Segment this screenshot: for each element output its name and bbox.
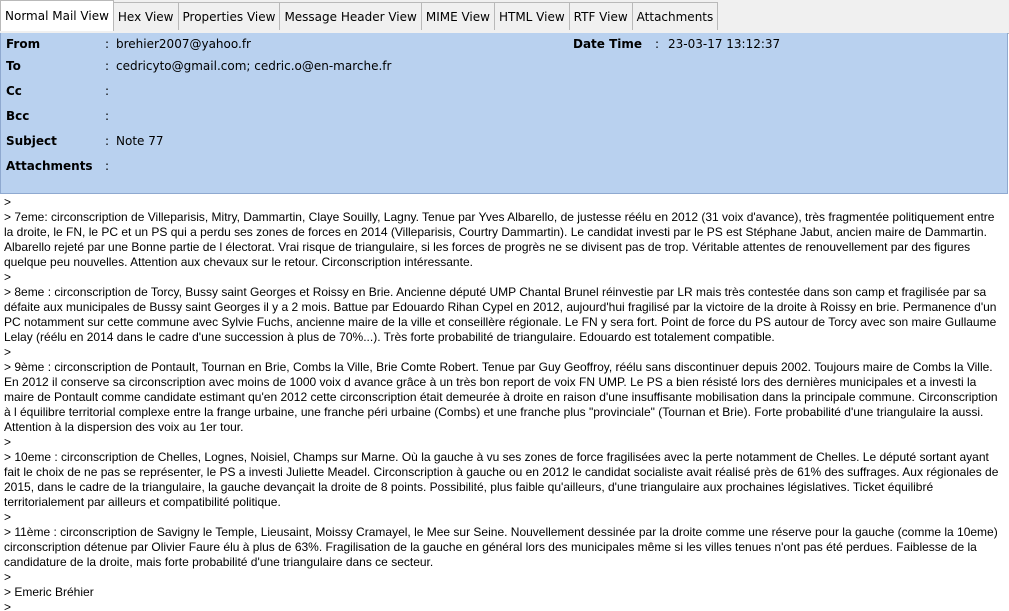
body-line: >: [4, 600, 12, 611]
tabs-container: [0, 0, 1009, 33]
tab-attachments[interactable]: Attachments: [632, 2, 719, 30]
body-line: > 7eme: circonscription de Villeparisis, Mitry, Dammartin, Claye Souilly, Lagny. Tenue par Yves Albarello, de justesse réélu en 2012 (31 voix d'avance), très fragmentée politiquement entre la droite, le FN, le PC et un PS qui a perdu ses zones de forces en 2014 (Villeparisis, Courtry Dammartin). Le candidat investi par le PS est Stéphane Jabut, ancien maire de Dammartin. Albarello rejeté par une Bonne partie de l électorat. Vrai risque de triangulaire, si les forces de progrès ne se divisent pas de trop. Véritable attentes de renouvellement par des figures quelque peu nouvelles. Attention aux chevaux sur le retour. Circonscription intéressante.: [4, 210, 998, 269]
bcc-label: Bcc: [6, 109, 30, 123]
tab-rtf-view[interactable]: RTF View: [569, 2, 633, 30]
datetime-value[interactable]: 23-03-17 13:12:37: [668, 37, 781, 51]
body-line: > 10eme : circonscription de Chelles, Lognes, Noisiel, Champs sur Marne. Où la gauche à vu ses zones de force fragilisées avec la perte notamment de Chelles. Le député sortant ayant fait le choix de ne pas se représenter, le PS a investi Juliette Meadel. Circonscription à gauche ou en 2012 le candidat socialiste avait réalisé près de 61% des suffrages. Aux régionales de 2015, dans le cadre de la triangulaire, la gauche devançait la droite de 8 points. Possibilité, plus faible qu'ailleurs, d'une triangulaire aux prochaines législatives. Ticket équilibré territorialement par ailleurs et compatibilité politique.: [4, 450, 1002, 509]
cc-label: Cc: [6, 84, 22, 98]
body-line: > 11ème : circonscription de Savigny le Temple, Lieusaint, Moissy Cramayel, le Mee sur Seine. Nouvellement dessinée par la droite comme une réserve pour la gauche (comme la 10eme) circonscription détenue par Olivier Faure élu à plus de 63%. Fragilisation de la gauche en général lors des municipales même si les villes tenues n'ont pas été perdues. Faiblesse de la candidature de la droite, mais forte probabilité d'une triangulaire dans ce secteur.: [4, 525, 1002, 569]
tab-hex-view[interactable]: Hex View: [113, 2, 179, 30]
to-label: To: [6, 59, 21, 73]
body-line: >: [4, 570, 12, 584]
tab-mime-view[interactable]: MIME View: [421, 2, 495, 30]
body-line: >: [4, 270, 12, 284]
body-line: > 8eme : circonscription de Torcy, Bussy saint Georges et Roissy en Brie. Ancienne député UMP Chantal Brunel réinvestie par LR mais très contestée dans son camp et fragilisée par sa défaite aux municipales de Bussy saint Georges il y a 2 mois. Battue par Edouardo Rihan Cypel en 2012, aujourd'hui fragilisé par la victoire de la droite à Roissy en brie. Permanence d'un PC notamment sur cette commune avec Sylvie Fuchs, ancienne maire de la ville et conseillère régionale. Le FN y sera fort. Point de force du PS autour de Torcy avec son maire Gullaume Lelay (réélu en 2014 dans le cadre d'une succession à plus de 70%...). Très forte probabilité de triangulaire. Edouardo est totalement compatible.: [4, 285, 1000, 344]
body-line: >: [4, 510, 12, 524]
attachments-row: [1, 157, 1007, 175]
bcc-colon: :: [105, 109, 110, 123]
to-colon: :: [105, 59, 110, 73]
datetime-label: Date Time: [573, 37, 643, 51]
from-label: From: [6, 37, 41, 51]
body-line: > Emeric Bréhier: [4, 585, 94, 599]
cc-colon: :: [105, 84, 110, 98]
attachments-label: Attachments: [6, 159, 93, 173]
message-body[interactable]: [4, 195, 1004, 611]
body-line: >: [4, 195, 12, 209]
from-value[interactable]: brehier2007@yahoo.fr: [116, 37, 251, 51]
body-line: > 9ème : circonscription de Pontault, Tournan en Brie, Combs la Ville, Brie Comte Robert. Tenue par Guy Geoffroy, réélu sans discontinuer depuis 2002. Toujours maire de Combs la Ville. En 2012 il conserve sa circonscription avec moins de 1000 voix d avance grâce à un très bon report de voix FN UMP. Le PS a bien résisté lors des dernières municipales et a investi la maire de Pontault comme candidate estimant qu'en 2012 cette circonscription était demeurée à droite en raison d'une insuffisante mobilisation dans la principale commune. Circonscription à l équilibre territorial complexe entre la frange urbaine, une franche péri urbaine (Combs) et une franche plus "provinciale" (Tournan et Brie). Forte probabilité d'une triangulaire la aussi. Attention à la dispersion des voix au 1er tour.: [4, 360, 1001, 434]
subject-label: Subject: [6, 134, 57, 148]
tab-properties-view[interactable]: Properties View: [178, 2, 281, 30]
to-value[interactable]: cedricyto@gmail.com; cedric.o@en-marche.fr: [116, 59, 392, 73]
subject-colon: :: [105, 134, 110, 148]
from-row: [1, 35, 1007, 53]
subject-row: [1, 132, 1007, 150]
bcc-row: [1, 107, 1007, 125]
from-colon: :: [105, 37, 110, 51]
body-line: >: [4, 345, 12, 359]
mail-header-panel: [0, 33, 1008, 194]
view-tab-bar: [0, 0, 1009, 34]
attachments-colon: :: [105, 159, 110, 173]
tab-normal-mail-view[interactable]: Normal Mail View: [0, 0, 114, 31]
tab-message-header-view[interactable]: Message Header View: [279, 2, 421, 30]
subject-value[interactable]: Note 77: [116, 134, 164, 148]
datetime-colon: :: [655, 37, 660, 51]
tab-html-view[interactable]: HTML View: [494, 2, 570, 30]
to-row: [1, 57, 1007, 75]
body-line: >: [4, 435, 12, 449]
cc-row: [1, 82, 1007, 100]
